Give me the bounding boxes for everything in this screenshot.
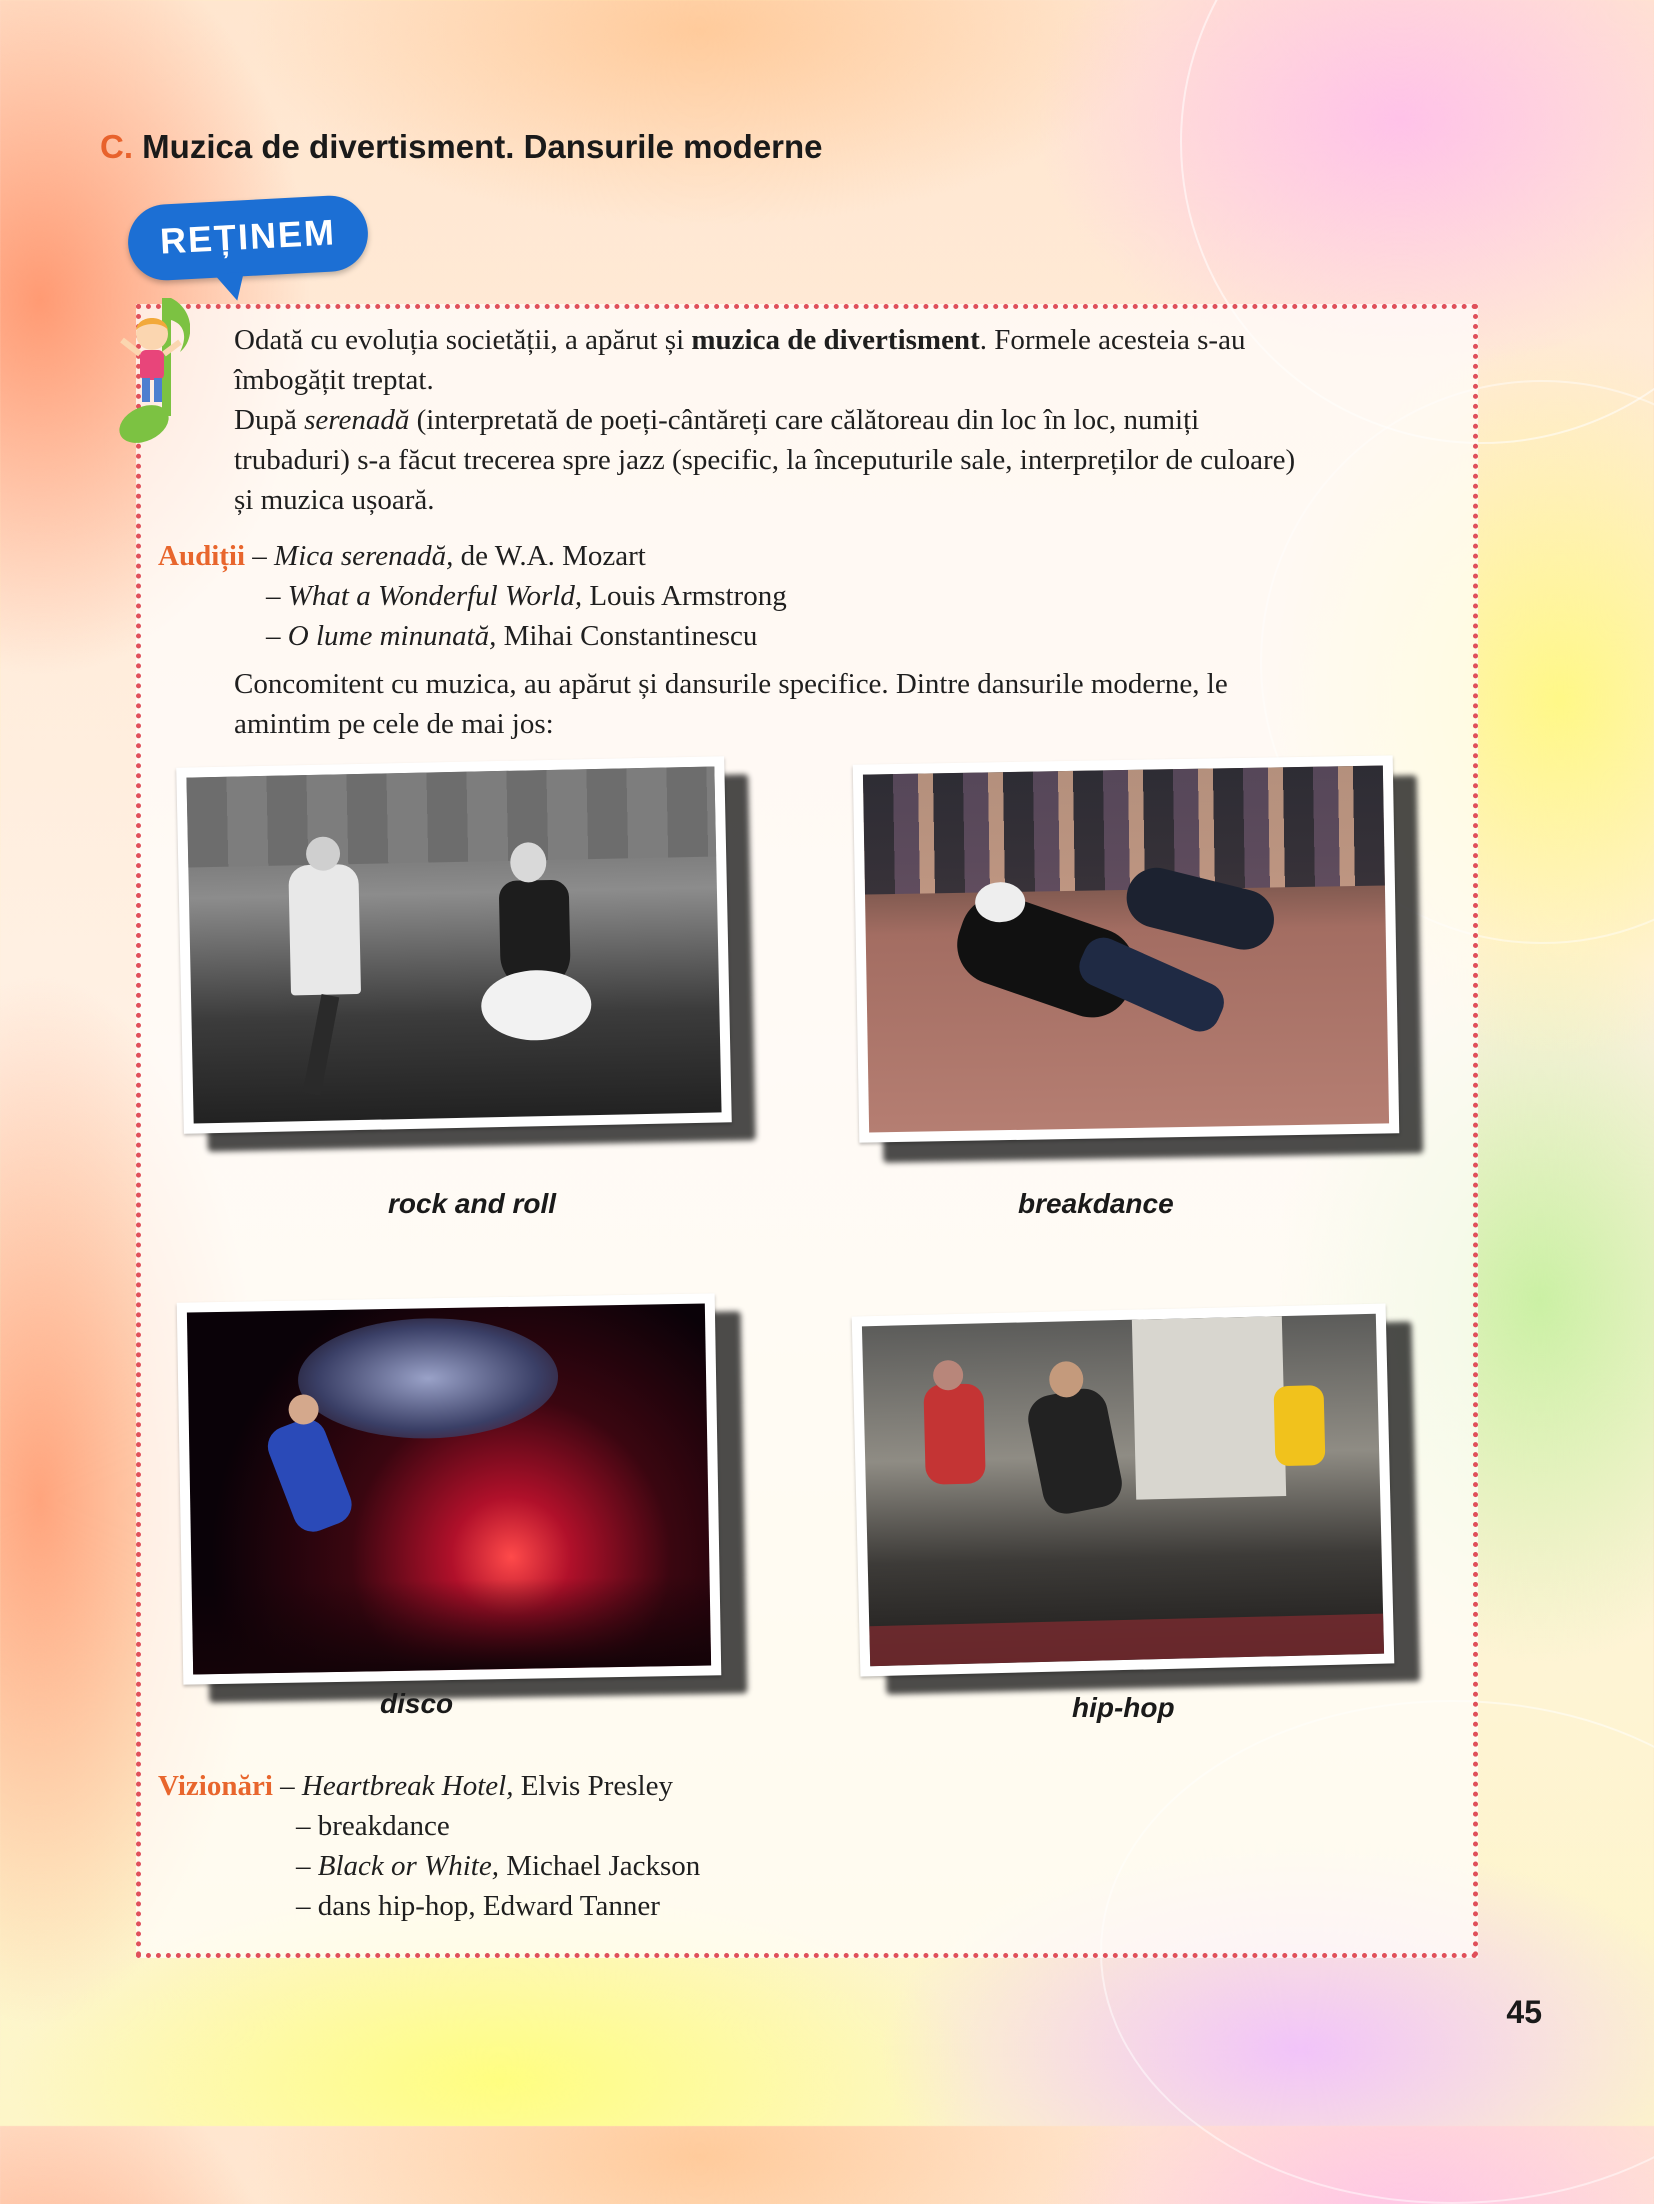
photo-rock-and-roll [176, 756, 732, 1133]
section-heading [100, 128, 823, 166]
photo-disco [177, 1293, 722, 1684]
concomitent-line: Concomitent cu muzica, au apărut și dansurile specifice. Dintre dansurile moderne, le [234, 668, 1228, 700]
vizionari-item: Vizionări – Heartbreak Hotel, Elvis Presley [158, 1770, 673, 1802]
retinem-badge [126, 194, 370, 282]
vizionari-label: Vizionări [158, 1770, 273, 1802]
section-title: Muzica de divertisment. Dansurile moderne [142, 128, 823, 165]
intro-line: și muzica ușoară. [234, 484, 435, 516]
intro-line: Odată cu evoluția societății, a apărut și muzica de divertisment. Formele acesteia s-au [234, 324, 1246, 356]
intro-line: îmbogățit treptat. [234, 364, 434, 396]
retinem-label: REȚINEM [158, 211, 337, 262]
vizionari-item: – dans hip-hop, Edward Tanner [296, 1890, 660, 1922]
caption-rock-and-roll: rock and roll [388, 1188, 557, 1219]
vizionari-item: – breakdance [296, 1810, 450, 1842]
section-letter: C. [100, 128, 133, 165]
bold-term: muzica de divertisment [691, 324, 980, 356]
intro-line: După serenadă (interpretată de poeți-cântăreți care călătoreau din loc în loc, numiți [234, 404, 1200, 436]
concomitent-line: amintim pe cele de mai jos: [234, 708, 554, 740]
intro-line: trubaduri) s-a făcut trecerea spre jazz (specific, la începuturile sale, interpreților de culoare) [234, 444, 1296, 476]
auditii-item: Audiții – Mica serenadă, de W.A. Mozart [158, 540, 646, 572]
italic-term: serenadă [304, 404, 410, 436]
caption-breakdance: breakdance [1018, 1188, 1174, 1219]
caption-disco: disco [380, 1688, 454, 1719]
auditii-item: – What a Wonderful World, Louis Armstrong [266, 580, 787, 612]
vizionari-item: – Black or White, Michael Jackson [296, 1850, 701, 1882]
auditii-label: Audiții [158, 540, 246, 572]
caption-hip-hop: hip-hop [1072, 1692, 1175, 1723]
page-number: 45 [1506, 1994, 1542, 2030]
photo-breakdance [853, 755, 1400, 1142]
photo-hip-hop [852, 1304, 1395, 1677]
auditii-item: – O lume minunată, Mihai Constantinescu [266, 620, 758, 652]
music-note-child-icon [100, 290, 190, 450]
